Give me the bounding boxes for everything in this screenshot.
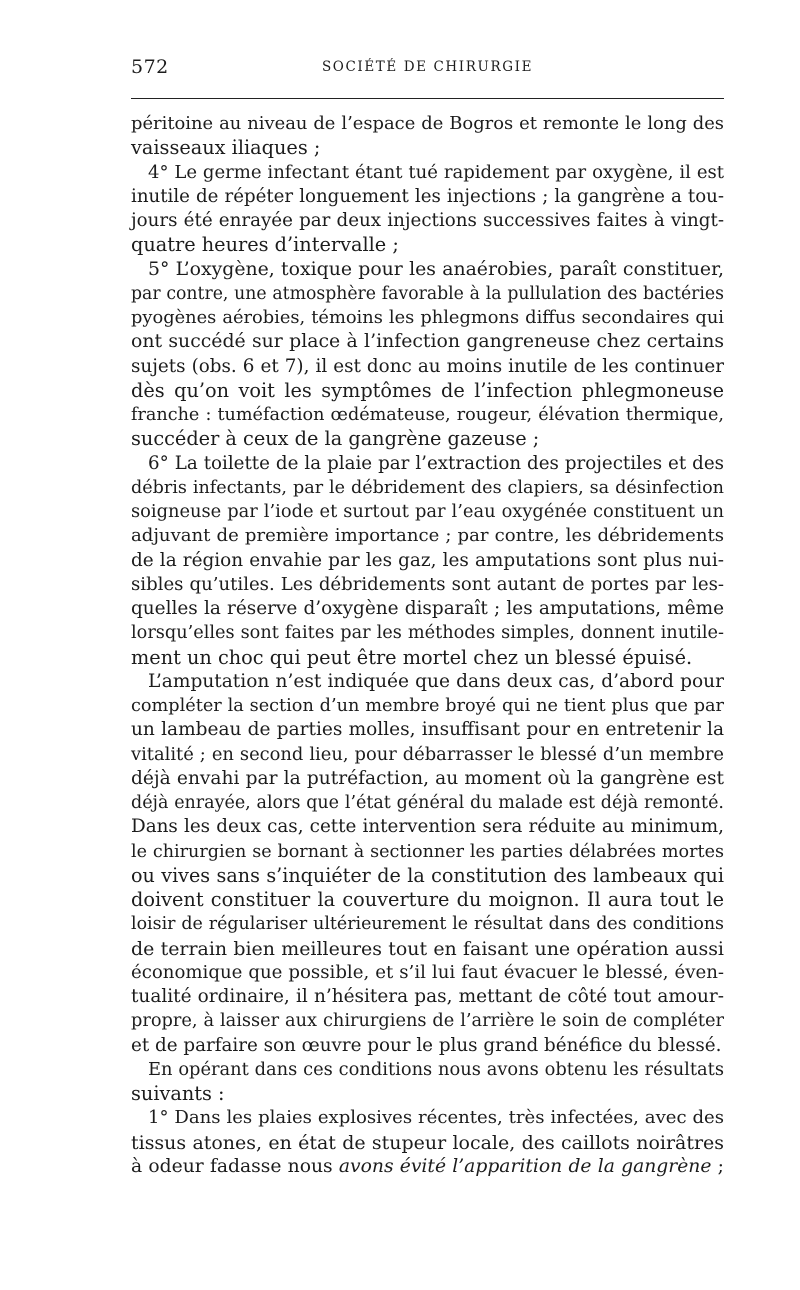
text-line: déjà enrayée, alors que l’état général du malade est déjà remonté. [131,793,724,813]
text-line: En opérant dans ces conditions nous avons obtenu les résultats [148,1058,724,1080]
text-line: débris infectants, par le débridement des clapiers, sa désinfection [131,477,724,498]
text-line: par contre, une atmosphère favorable à la pullulation des bactéries [131,283,724,304]
text-line: Dans les deux cas, cette intervention sera réduite au minimum, [131,816,724,838]
text-line: tissus atones, en état de stupeur locale, des caillots noirâtres [131,1131,724,1154]
text-line: 6° La toilette de la plaie par l’extraction des projectiles et des [148,452,724,474]
text-line: inutile de répéter longuement les injections ; la gangrène a tou- [131,185,724,207]
text-line: succéder à ceux de la gangrène gazeuse ; [131,427,540,451]
text-line: loisir de régulariser ultérieurement le résultat dans des conditions [131,914,724,935]
text-line: pyogènes aérobies, témoins les phlegmons diffus secondaires qui [131,307,724,328]
text-line: péritoine au niveau de l’espace de Bogros et remonte le long des [131,113,724,134]
text-line: vaisseaux iliaques ; [131,136,321,160]
text-line: quelles la réserve d’oxygène disparaît ; les amputations, même [131,598,724,619]
text-line: sujets (obs. 6 et 7), il est donc au moins inutile de les continuer [131,355,724,377]
text-line: 5° L’oxygène, toxique pour les anaérobies, paraît constituer, [148,258,724,280]
text-line: L’amputation n’est indiquée que dans deux cas, d’abord pour [148,670,724,692]
text-line: quatre heures d’intervalle ; [131,233,399,257]
running-head: SOCIÉTÉ DE CHIRURGIE [321,59,534,75]
page-number: 572 [131,56,169,78]
text-line: compléter la section d’un membre broyé qui ne tient plus que par [131,696,724,716]
text-line: économique que possible, et s’il lui faut évacuer le blessé, éven- [131,961,724,983]
text-line: sibles qu’utiles. Les débridements sont autant de portes par les- [131,573,724,595]
text-line: le chirurgien se bornant à sectionner les parties délabrées mortes [131,841,724,862]
header-rule [131,98,724,99]
text-line: déjà envahi par la putréfaction, au moment où la gangrène est [131,767,724,789]
text-line: un lambeau de parties molles, insuffisant pour en entretenir la [131,719,724,741]
text-line: soigneuse par l’iode et surtout par l’eau oxygénée constituent un [131,501,724,522]
text-line: jours été enrayée par deux injections successives faites à vingt- [131,210,724,231]
text-line: adjuvant de première importance ; par contre, les débridements [131,525,724,547]
text-line: tualité ordinaire, il n’hésitera pas, mettant de côté tout amour- [131,986,724,1007]
text-line: de la région envahie par les gaz, les amputations sont plus nui- [131,549,724,571]
text-line: de terrain bien meilleures tout en faisant une opération aussi [131,937,724,960]
text-line: 1° Dans les plaies explosives récentes, très infectées, avec des [148,1107,724,1129]
text-line: vitalité ; en second lieu, pour débarrasser le blessé d’un membre [131,743,724,765]
final-line-end: ; [711,1155,724,1177]
text-line: ment un choc qui peut être mortel chez un blessé épuisé. [131,645,693,669]
body-text [131,112,724,1179]
final-line-start: à odeur fadasse nous [131,1155,339,1177]
text-line: 4° Le germe infectant étant tué rapidement par oxygène, il est [148,161,724,183]
text-line: doivent constituer la couverture du moignon. Il aura tout le [131,888,724,911]
page-header [131,56,724,82]
text-line: et de parfaire son œuvre pour le plus grand bénéfice du blessé. [131,1034,722,1056]
text-line: ou vives sans s’inquiéter de la constitution des lambeaux qui [131,863,724,887]
text-line: lorsqu’elles sont faites par les méthodes simples, donnent inutile- [131,623,724,644]
text-line: franche : tuméfaction œdémateuse, rougeur, élévation thermique, [131,405,724,425]
text-line-final [131,1155,724,1179]
text-line: suivants : [131,1082,225,1105]
text-line: propre, à laisser aux chirurgiens de l’arrière le soin de compléter [131,1011,724,1032]
text-line: dès qu’on voit les symptômes de l’infection phlegmoneuse [131,378,724,402]
text-line: ont succédé sur place à l’infection gangreneuse chez certains [131,331,724,353]
italic-emphasis: avons évité l’apparition de la gangrène [338,1155,712,1177]
